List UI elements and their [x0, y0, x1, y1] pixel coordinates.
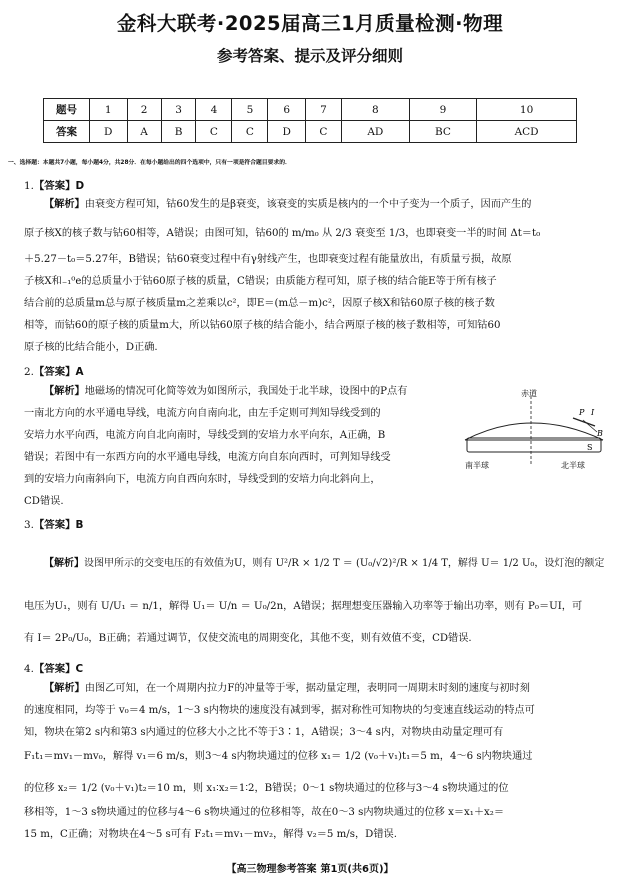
answer-cell: C	[305, 121, 341, 143]
answer-cell: BC	[409, 121, 477, 143]
answer-cell: B	[161, 121, 196, 143]
q3-text: 设图甲所示的交变电压的有效值为U，则有 U²/R × 1/2 T ＝ (U₀/√2)²/R × 1/4 T，解得 U＝ 1/2 U₀，设灯泡的额定	[84, 558, 605, 569]
q2-line: CD错误.	[24, 496, 64, 507]
footer-page-number: 第1页(共6页)】	[320, 864, 394, 875]
answer-cell: A	[127, 121, 161, 143]
q2-number: 2.	[24, 366, 34, 378]
question-number: 7	[305, 99, 341, 121]
question-number: 6	[268, 99, 306, 121]
q2-text: 地磁场的情况可化简等效为如图所示，我国处于北半球，设图中的P点有	[84, 386, 408, 397]
q3-line: 电压为U₁，则有 U/U₁ ＝ n/1，解得 U₁＝ U/n ＝ U₀/2n，A错误；据理想变压器输入功率等于输出功率，则有 P₀＝UI，可	[24, 601, 583, 612]
q1-line: 原子核X的核子数与钴60相等，A错误；由图可知，钴60的 m/m₀ 从 2/3 衰变至 1/3，也即衰变一半的时间 Δt＝t₀	[24, 228, 541, 239]
answer-table-number-row	[44, 99, 577, 121]
answer-cell: C	[232, 121, 268, 143]
conductor-wire	[573, 418, 595, 426]
q2-line: 一南北方向的水平通电导线，电流方向自南向北，由左手定则可判知导线受到的	[24, 408, 381, 419]
south-hemisphere-label: 南半球	[465, 461, 489, 470]
footer-title: 【高三物理参考答案	[226, 864, 317, 875]
section-heading: 一、选择题：本题共7小题，每小题4分，共28分．在每小题给出的四个选项中，只有一项是符合题目要求的．	[8, 160, 291, 166]
q1-analysis-tag: 【解析】	[44, 199, 85, 210]
page-footer	[0, 860, 620, 875]
question-number: 8	[341, 99, 409, 121]
answer-cell: C	[196, 121, 232, 143]
answer-cell: ACD	[477, 121, 577, 143]
answer-table-answer-row	[44, 121, 577, 143]
q1-line: 原子核的比结合能小，D正确.	[24, 342, 158, 353]
q1-line: 结合前的总质量m总与原子核质量m之差乘以c²，即E＝(m总－m)c²，因原子核X和钴60原子核的核子数	[24, 298, 495, 309]
q1-line	[44, 198, 531, 212]
q4-line: 的位移 x₂＝ 1/2 (v₀＋v₁)t₂＝10 m，则 x₁∶x₂＝1∶2，B错误；0～1 s物块通过的位移与3～4 s物块通过的位	[24, 783, 509, 794]
q1-line: 相等，而钴60的原子核的质量m大，所以钴60原子核的结合能小，结合两原子核的核子数相等，可知钴60	[24, 320, 501, 331]
q4-line: F₁t₁＝mv₁－mv₀，解得 v₁＝6 m/s，则3～4 s内物块通过的位移 x₁＝ 1/2 (v₀＋v₁)t₁＝5 m，4～6 s内物块通过	[24, 751, 533, 762]
number-row-label: 题号	[44, 99, 90, 121]
q4-text: 由图乙可知，在一个周期内拉力F的冲量等于零，据动量定理，表明同一周期末时刻的速度与初时刻	[84, 683, 530, 694]
q4-line: 移相等，1～3 s物块通过的位移与4～6 s物块通过的位移相等，故在0～3 s内物块通过的位移 x＝x₁＋x₂＝	[24, 807, 505, 818]
q1-text: 由衰变方程可知，钴60发生的是β衰变，该衰变的实质是核内的一个中子变为一个质子，因而产生的	[84, 199, 532, 210]
pole-s-label: S	[587, 443, 593, 452]
q2-line: 到的安培力向南斜向下，电流方向自西向东时，导线受到的安培力向北斜向上，	[24, 474, 381, 485]
equator-label: 赤道	[521, 389, 537, 398]
field-arc	[465, 423, 603, 440]
question-number: 4	[196, 99, 232, 121]
question-number: 5	[232, 99, 268, 121]
north-hemisphere-label: 北半球	[561, 461, 585, 470]
question-number: 9	[409, 99, 477, 121]
page-title: 金科大联考·2025届高三1月质量检测·物理	[116, 12, 504, 35]
q2-line: 安培力水平向西，电流方向自北向南时，导线受到的安培力水平向东，A正确，B	[24, 430, 386, 441]
q2-analysis-tag: 【解析】	[44, 386, 85, 397]
answer-cell: AD	[341, 121, 409, 143]
q2-answer	[24, 363, 84, 378]
q4-answer	[24, 660, 83, 675]
q3-line	[44, 557, 604, 571]
q4-number: 4.	[24, 663, 34, 675]
q4-analysis-tag: 【解析】	[44, 683, 85, 694]
q3-answer	[24, 516, 83, 531]
q1-line: ＋5.27－t₀＝5.27年，B错误；钴60衰变过程中有γ射线产生，也即衰变过程有能量放出，有质量亏损，故原	[24, 254, 512, 265]
answer-cell: D	[268, 121, 306, 143]
answer-table	[43, 98, 577, 143]
q1-answer-label: 【答案】D	[33, 180, 85, 192]
answer-cell: D	[90, 121, 128, 143]
field-b-label: B	[597, 429, 603, 438]
geomagnetic-field-figure	[461, 388, 607, 474]
question-number: 2	[127, 99, 161, 121]
page-subtitle: 参考答案、提示及评分细则	[216, 47, 403, 65]
q1-number: 1.	[24, 180, 34, 192]
q4-line: 的速度相同，均等于 v₀＝4 m/s，1～3 s内物块的速度没有减到零，据对称性可知物块的匀变速直线运动的特点可	[24, 705, 535, 716]
question-number: 3	[161, 99, 196, 121]
question-number: 1	[90, 99, 128, 121]
q4-line: 15 m，C正确；对物块在4～5 s可有 F₂t₁＝mv₁－mv₂，解得 v₂＝5 m/s，D错误.	[24, 829, 397, 840]
q2-answer-label: 【答案】A	[33, 366, 84, 378]
question-number: 10	[477, 99, 577, 121]
q1-line: 子核X和₋₁⁰e的总质量小于钴60原子核的质量，C错误；由质能方程可知，原子核的结合能E等于所有核子	[24, 276, 497, 287]
q4-line: 知，物块在第2 s内和第3 s内通过的位移大小之比不等于3∶1，A错误；3～4 s内，对物块由动量定理可有	[24, 727, 504, 738]
q4-answer-label: 【答案】C	[33, 663, 84, 675]
answer-row-label: 答案	[44, 121, 90, 143]
current-i-label: I	[591, 408, 595, 417]
q2-line	[44, 385, 407, 399]
q3-answer-label: 【答案】B	[33, 519, 84, 531]
q3-line: 有 I＝ 2P₀/U₀，B正确；若通过调节，仅使交流电的周期变化，其他不变，则有效值不变，CD错误.	[24, 633, 472, 644]
point-p-label: P	[579, 408, 585, 417]
q4-line	[44, 682, 530, 696]
q2-line: 错误；若图中有一东西方向的水平通电导线，电流方向自东向西时，可判知导线受	[24, 452, 391, 463]
q1-answer	[24, 177, 84, 192]
q3-number: 3.	[24, 519, 34, 531]
q3-analysis-tag: 【解析】	[44, 558, 84, 569]
